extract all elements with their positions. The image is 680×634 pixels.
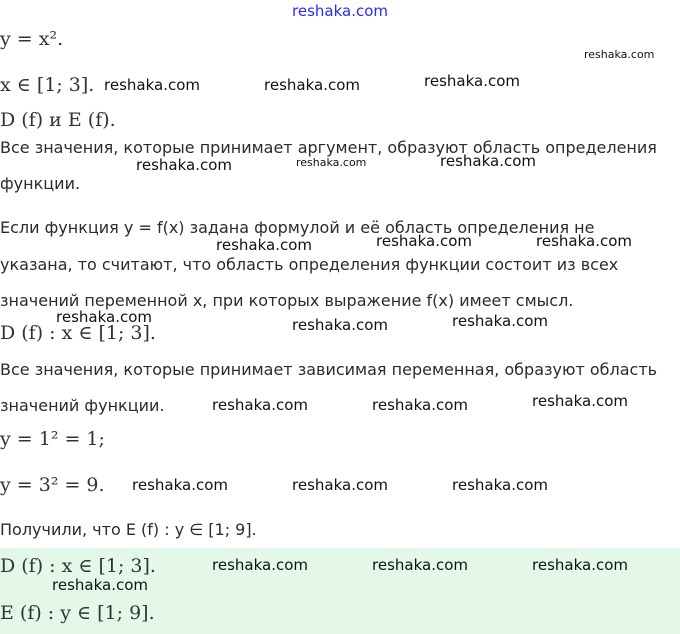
definition-range-line2: значений функции. — [0, 396, 165, 415]
watermark: reshaka.com — [132, 476, 228, 494]
watermark: reshaka.com — [264, 76, 360, 94]
line-function: y = x². — [0, 28, 64, 50]
watermark: reshaka.com — [104, 76, 200, 94]
watermark: reshaka.com — [216, 236, 312, 254]
definition-domain-line1: Все значения, которые принимает аргумент, образуют область определения — [0, 138, 657, 157]
rule-line1: Если функция y = f(x) задана формулой и её область определения не — [0, 218, 595, 237]
watermark: reshaka.com — [212, 556, 308, 574]
answer-domain: D (f) : x ∈ [1; 3]. — [0, 555, 156, 577]
line-range-result: Получили, что E (f) : y ∈ [1; 9]. — [0, 520, 257, 539]
watermark-top: reshaka.com — [292, 2, 388, 20]
answer-range: E (f) : y ∈ [1; 9]. — [0, 602, 155, 624]
watermark: reshaka.com — [52, 576, 148, 594]
watermark: reshaka.com — [56, 308, 152, 326]
watermark: reshaka.com — [292, 316, 388, 334]
watermark: reshaka.com — [376, 232, 472, 250]
line-calc-max: y = 3² = 9. — [0, 474, 105, 496]
watermark: reshaka.com — [532, 556, 628, 574]
watermark: reshaka.com — [292, 476, 388, 494]
watermark: reshaka.com — [452, 312, 548, 330]
watermark: reshaka.com — [372, 396, 468, 414]
line-domain-result: D (f) : x ∈ [1; 3]. — [0, 322, 156, 344]
watermark: reshaka.com — [440, 152, 536, 170]
line-calc-min: y = 1² = 1; — [0, 428, 105, 450]
watermark: reshaka.com — [136, 156, 232, 174]
watermark: reshaka.com — [452, 476, 548, 494]
line-domain-given: x ∈ [1; 3]. — [0, 74, 95, 96]
definition-range-line1: Все значения, которые принимает зависимая переменная, образуют область — [0, 360, 658, 379]
rule-line3: значений переменной x, при которых выражение f(x) имеет смысл. — [0, 291, 574, 310]
watermark: reshaka.com — [296, 156, 367, 169]
watermark: reshaka.com — [424, 72, 520, 90]
line-find: D (f) и E (f). — [0, 109, 116, 131]
watermark: reshaka.com — [536, 232, 632, 250]
definition-domain-line2: функции. — [0, 174, 81, 193]
watermark: reshaka.com — [372, 556, 468, 574]
watermark: reshaka.com — [532, 392, 628, 410]
rule-line2: указана, то считают, что область определения функции состоит из всех — [0, 255, 619, 274]
watermark: reshaka.com — [212, 396, 308, 414]
watermark: reshaka.com — [584, 48, 655, 61]
